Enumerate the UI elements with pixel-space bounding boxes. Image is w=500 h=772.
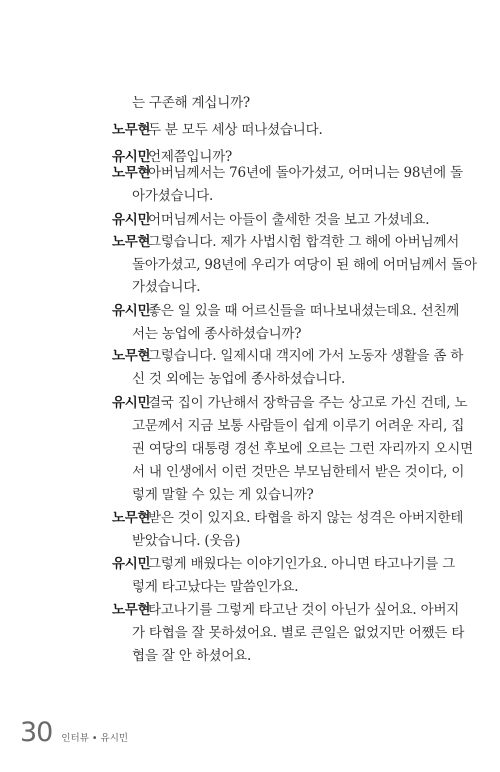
dialogue-text: 그렇습니다. 제가 사법시험 합격한 그 해에 아버님께서 [148, 234, 460, 250]
dialogue-text: 아가셨습니다. [132, 188, 214, 204]
dialogue-text: 서는 농업에 종사하셨습니까? [132, 326, 302, 342]
running-head: 인터뷰 • 유시민 [61, 733, 129, 744]
dialogue-text: 권 여당의 대통령 경선 후보에 오르는 그런 자리까지 오시면 [132, 441, 473, 457]
dialogue-text: 그렇습니다. 일제시대 객지에 가서 노동자 생활을 좀 하 [148, 348, 464, 364]
dialogue-text: 렇게 타고났다는 말씀인가요. [132, 579, 299, 595]
speaker-name: 노무현 [112, 348, 151, 364]
dialogue-text: 는 구존해 계십니까? [132, 95, 250, 111]
speaker-name: 노무현 [112, 165, 151, 181]
dialogue-text: 서 내 인생에서 이런 것만은 부모님한테서 받은 것이다, 이 [132, 464, 465, 480]
speaker-name: 유시민 [112, 303, 151, 319]
dialogue-text: 돌아가셨고, 98년에 우리가 여당이 된 해에 어머님께서 돌아 [132, 257, 477, 273]
page-footer [20, 708, 128, 748]
dialogue-text: 협을 잘 안 하셨어요. [132, 648, 252, 664]
dialogue-text: 받았습니다. (웃음) [132, 533, 241, 549]
speaker-name: 노무현 [112, 602, 151, 618]
dialogue-text: 받은 것이 있지요. 타협을 하지 않는 성격은 아버지한테 [148, 510, 464, 526]
dialogue-text: 가셨습니다. [132, 279, 201, 295]
dialogue-text: 타고나기를 그렇게 타고난 것이 아닌가 싶어요. 아버지 [148, 602, 460, 618]
dialogue-text: 신 것 외에는 농업에 종사하셨습니다. [132, 371, 346, 387]
dialogue-text: 두 분 모두 세상 떠나셨습니다. [148, 122, 323, 138]
page-number: 30 [20, 717, 53, 748]
dialogue-text: 아버님께서는 76년에 돌아가셨고, 어머니는 98년에 돌 [148, 165, 463, 181]
dialogue-text: 그렇게 배웠다는 이야기인가요. 아니면 타고나기를 그 [148, 556, 456, 572]
dialogue-text: 언제쯤입니까? [148, 149, 233, 165]
speaker-name: 노무현 [112, 122, 151, 138]
dialogue-text: 좋은 일 있을 때 어르신들을 떠나보내셨는데요. 선친께 [148, 303, 460, 319]
speaker-name: 유시민 [112, 556, 151, 572]
speaker-name: 유시민 [112, 212, 151, 228]
dialogue-text: 고문께서 지금 보통 사람들이 쉽게 이루기 어려운 자리, 집 [132, 418, 465, 434]
dialogue-text: 렇게 말할 수 있는 게 있습니까? [132, 487, 314, 503]
dialogue-text: 결국 집이 가난해서 장학금을 주는 상고로 가신 건데, 노 [148, 395, 468, 411]
speaker-name: 유시민 [112, 149, 151, 165]
speaker-name: 노무현 [112, 510, 151, 526]
speaker-name: 유시민 [112, 395, 151, 411]
dialogue-text: 어머님께서는 아들이 출세한 것을 보고 가셨네요. [148, 212, 430, 228]
dialogue-text: 가 타협을 잘 못하셨어요. 별로 큰일은 없었지만 어쨌든 타 [132, 625, 465, 641]
speaker-name: 노무현 [112, 234, 151, 250]
